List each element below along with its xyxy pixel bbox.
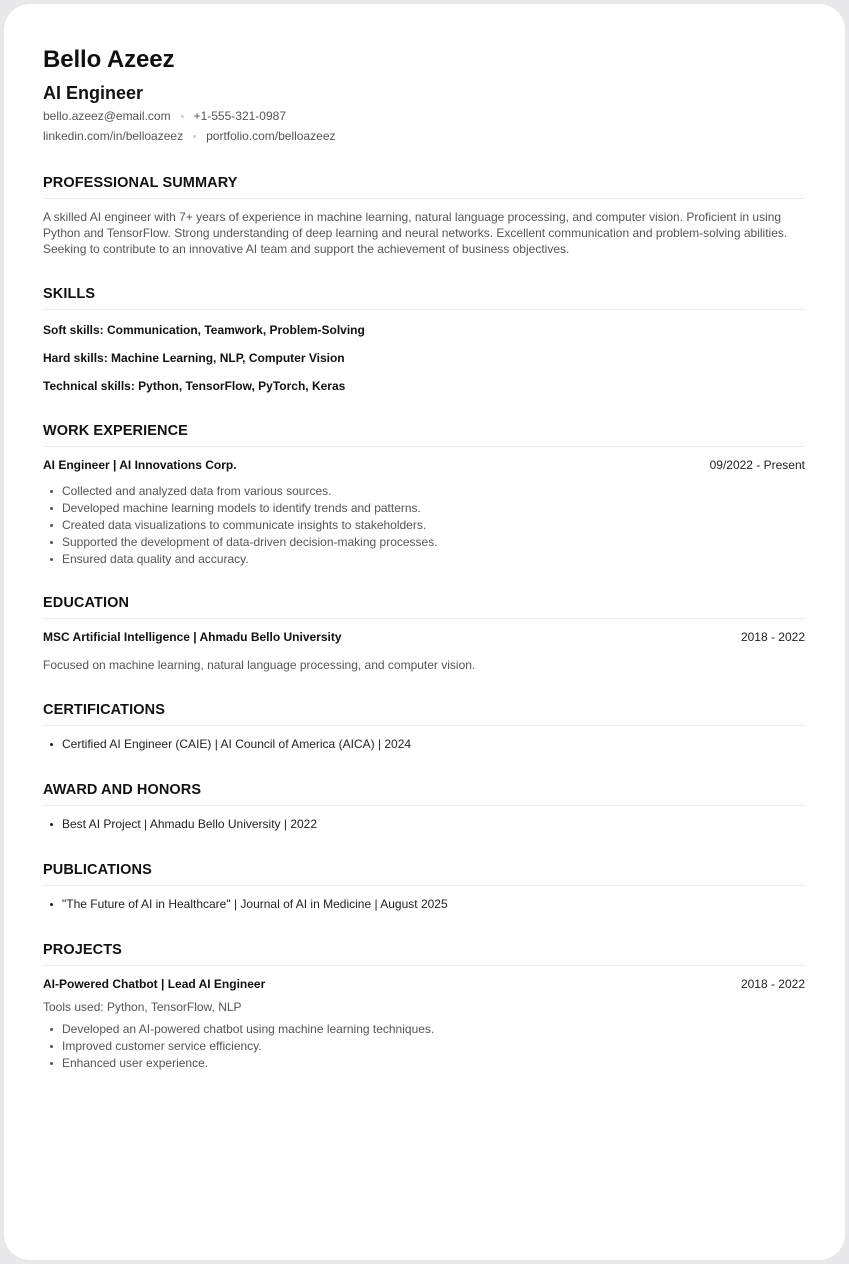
education-description: Focused on machine learning, natural language processing, and computer vision. [43, 658, 476, 672]
award-list [43, 816, 805, 833]
portfolio-text: portfolio.com/belloazeez [206, 129, 336, 143]
project-date: 2018 - 2022 [740, 977, 805, 991]
education-date: 2018 - 2022 [740, 630, 805, 644]
job-bullets [43, 483, 805, 568]
separator-dot-icon [193, 135, 196, 138]
section-heading: PROJECTS [43, 941, 805, 966]
list-item: Best AI Project | Ahmadu Bello University | 2022 [50, 816, 805, 833]
list-item: Enhanced user experience. [50, 1055, 805, 1072]
education-title: MSC Artificial Intelligence | Ahmadu Bello University [43, 630, 342, 644]
section-certifications [43, 701, 805, 753]
separator-dot-icon [181, 115, 184, 118]
list-item: Certified AI Engineer (CAIE) | AI Council of America (AICA) | 2024 [50, 736, 805, 753]
section-heading: SKILLS [43, 285, 805, 310]
certification-list [43, 736, 805, 753]
list-item: Developed an AI-powered chatbot using machine learning techniques. [50, 1021, 805, 1038]
skill-line-hard: Hard skills: Machine Learning, NLP, Computer Vision [43, 351, 345, 365]
job-header [43, 457, 805, 473]
contact-row-2 [43, 128, 805, 144]
project-header [43, 976, 805, 992]
section-heading: PROFESSIONAL SUMMARY [43, 174, 805, 199]
list-item: Ensured data quality and accuracy. [50, 551, 805, 568]
education-header [43, 629, 805, 645]
section-work-experience [43, 422, 805, 568]
linkedin-text: linkedin.com/in/belloazeez [43, 129, 184, 143]
list-item: "The Future of AI in Healthcare" | Journal of AI in Medicine | August 2025 [50, 896, 805, 913]
section-awards [43, 781, 805, 833]
summary-text: A skilled AI engineer with 7+ years of experience in machine learning, natural language processing, and computer vision. Proficient in using Python and TensorFlow. Strong understanding of deep learning and neural networks. Excellent communication and problem-solving abilities. Seeking to contribute to an innovative AI team and support the achievement of business objectives. [43, 210, 788, 256]
job-date: 09/2022 - Present [709, 458, 805, 472]
section-education [43, 594, 805, 673]
phone-text: +1-555-321-0987 [193, 109, 286, 123]
section-heading: AWARD AND HONORS [43, 781, 805, 806]
section-heading: PUBLICATIONS [43, 861, 805, 886]
section-heading: WORK EXPERIENCE [43, 422, 805, 447]
section-projects [43, 941, 805, 1072]
section-summary [43, 174, 805, 257]
publication-list [43, 896, 805, 913]
resume-page [4, 4, 845, 1260]
project-tools: Tools used: Python, TensorFlow, NLP [43, 1000, 242, 1014]
resume-header [43, 46, 805, 144]
contact-row-1 [43, 108, 805, 124]
email-text: bello.azeez@email.com [43, 109, 171, 123]
job-title: AI Engineer | AI Innovations Corp. [43, 458, 237, 472]
candidate-title: AI Engineer [43, 83, 144, 103]
skill-line-technical: Technical skills: Python, TensorFlow, PyTorch, Keras [43, 379, 346, 393]
list-item: Developed machine learning models to identify trends and patterns. [50, 500, 805, 517]
project-title: AI-Powered Chatbot | Lead AI Engineer [43, 977, 266, 991]
candidate-name: Bello Azeez [43, 46, 175, 73]
section-heading: EDUCATION [43, 594, 805, 619]
section-skills [43, 285, 805, 394]
list-item: Improved customer service efficiency. [50, 1038, 805, 1055]
list-item: Supported the development of data-driven decision-making processes. [50, 534, 805, 551]
project-bullets [43, 1021, 805, 1072]
list-item: Created data visualizations to communicate insights to stakeholders. [50, 517, 805, 534]
skill-line-soft: Soft skills: Communication, Teamwork, Problem-Solving [43, 323, 365, 337]
list-item: Collected and analyzed data from various sources. [50, 483, 805, 500]
section-publications [43, 861, 805, 913]
section-heading: CERTIFICATIONS [43, 701, 805, 726]
